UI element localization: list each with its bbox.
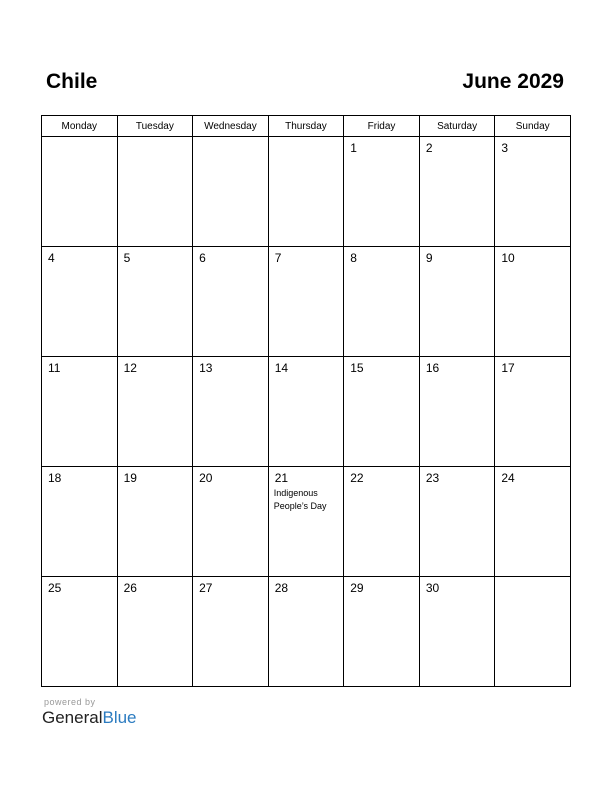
weekday-friday: Friday — [344, 116, 420, 137]
day-cell — [344, 137, 420, 247]
day-number: 29 — [350, 581, 364, 595]
day-cell — [117, 247, 193, 357]
day-number: 28 — [274, 581, 289, 595]
day-cell — [419, 357, 495, 467]
weekday-saturday: Saturday — [419, 116, 495, 137]
weekday-wednesday: Wednesday — [193, 116, 269, 137]
powered-by-text: powered by — [44, 697, 96, 707]
country-title: Chile — [46, 70, 98, 93]
day-cell — [268, 577, 344, 687]
day-number: 26 — [123, 581, 137, 595]
day-number — [193, 137, 268, 141]
week-row — [42, 247, 571, 357]
day-cell — [268, 357, 344, 467]
day-cell — [495, 577, 571, 687]
day-number: 27 — [199, 581, 213, 595]
day-number: 9 — [425, 251, 433, 265]
day-number: 16 — [425, 361, 440, 375]
holiday-label: Indigenous People’s Day — [273, 488, 327, 511]
day-cell — [42, 357, 118, 467]
day-number: 30 — [425, 581, 440, 595]
day-cell — [42, 247, 118, 357]
day-cell — [42, 577, 118, 687]
day-number: 3 — [501, 141, 509, 155]
day-cell — [419, 577, 495, 687]
day-cell-holiday — [268, 467, 344, 577]
week-row — [42, 357, 571, 467]
day-number: 15 — [350, 361, 364, 375]
day-number — [495, 577, 570, 581]
day-number: 5 — [123, 251, 131, 265]
day-cell — [193, 247, 269, 357]
day-cell — [117, 577, 193, 687]
day-number: 6 — [199, 251, 206, 265]
day-number: 17 — [501, 361, 515, 375]
day-cell — [117, 467, 193, 577]
weekday-header-row — [42, 116, 571, 137]
day-number: 24 — [501, 471, 515, 485]
day-cell — [419, 247, 495, 357]
day-cell — [419, 467, 495, 577]
day-number: 22 — [350, 471, 364, 485]
day-number: 25 — [48, 581, 62, 595]
day-cell — [193, 137, 269, 247]
day-number — [269, 137, 344, 141]
day-number: 21 — [274, 471, 289, 485]
day-cell — [344, 467, 420, 577]
generalblue-logo[interactable] — [42, 708, 137, 728]
day-number: 20 — [199, 471, 213, 485]
day-number: 8 — [350, 251, 357, 265]
day-cell — [268, 137, 344, 247]
day-cell — [42, 467, 118, 577]
day-cell — [193, 467, 269, 577]
day-number: 18 — [48, 471, 62, 485]
weekday-monday: Monday — [42, 116, 118, 137]
weekday-tuesday: Tuesday — [117, 116, 193, 137]
day-cell — [495, 467, 571, 577]
day-cell — [419, 137, 495, 247]
day-cell — [495, 137, 571, 247]
day-number: 19 — [123, 471, 137, 485]
day-number: 23 — [425, 471, 440, 485]
day-cell — [344, 247, 420, 357]
day-number: 1 — [350, 141, 357, 155]
day-number: 13 — [199, 361, 213, 375]
weekday-thursday: Thursday — [268, 116, 344, 137]
day-cell — [117, 137, 193, 247]
day-number — [42, 137, 117, 141]
day-number: 4 — [48, 251, 55, 265]
brand-part-blue: Blue — [102, 708, 137, 727]
weekday-sunday: Sunday — [495, 116, 571, 137]
day-number: 2 — [425, 141, 433, 155]
day-cell — [193, 577, 269, 687]
day-cell — [344, 577, 420, 687]
week-row — [42, 137, 571, 247]
day-cell — [344, 357, 420, 467]
day-number: 7 — [274, 251, 282, 265]
day-number: 10 — [501, 251, 515, 265]
day-cell — [193, 357, 269, 467]
day-cell — [495, 247, 571, 357]
week-row — [42, 467, 571, 577]
day-number — [118, 137, 193, 141]
day-cell — [495, 357, 571, 467]
day-cell — [117, 357, 193, 467]
calendar-grid — [41, 115, 571, 687]
day-cell — [268, 247, 344, 357]
day-number: 11 — [48, 361, 61, 375]
month-title: June 2029 — [462, 70, 564, 93]
week-row — [42, 577, 571, 687]
brand-part-general: General — [42, 708, 103, 727]
day-number: 14 — [274, 361, 289, 375]
day-cell — [42, 137, 118, 247]
day-number: 12 — [123, 361, 137, 375]
